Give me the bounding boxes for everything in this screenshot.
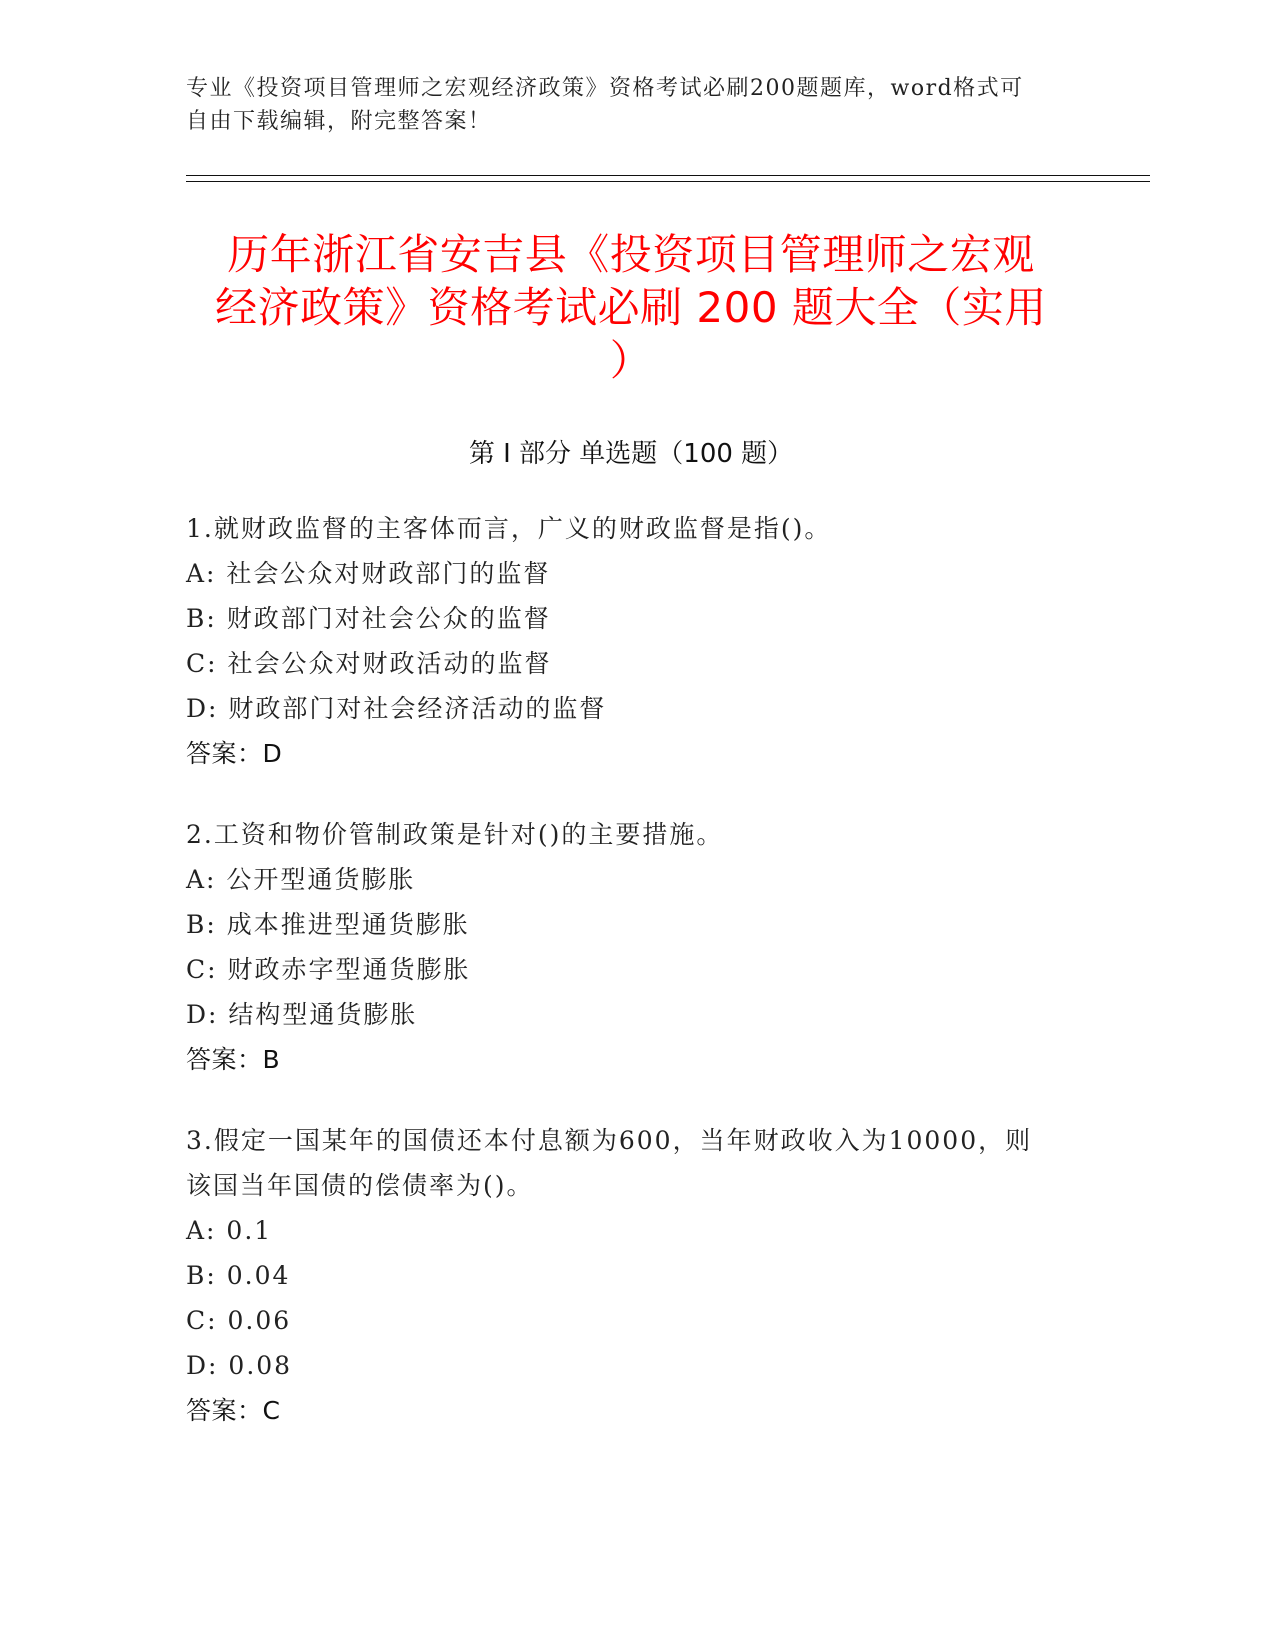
title-line: 经济政策》资格考试必刷 200 题大全（实用 — [215, 283, 1047, 332]
option-b: B: 财政部门对社会公众的监督 — [186, 604, 551, 633]
option-d: D: 财政部门对社会经济活动的监督 — [186, 694, 607, 723]
title-line: 历年浙江省安吉县《投资项目管理师之宏观 — [227, 230, 1035, 279]
question-block — [186, 506, 1086, 776]
option-c: C: 社会公众对财政活动的监督 — [186, 649, 552, 678]
header-note-line: 自由下载编辑，附完整答案！ — [186, 109, 492, 134]
option-a: A: 社会公众对财政部门的监督 — [186, 559, 551, 588]
option-c: C: 财政赤字型通货膨胀 — [186, 955, 471, 984]
question-block — [186, 1118, 1086, 1433]
option-b: B: 0.04 — [186, 1261, 291, 1290]
document-title — [186, 228, 1076, 387]
answer: 答案：B — [186, 1045, 281, 1074]
answer: 答案：C — [186, 1396, 281, 1425]
header-divider — [186, 175, 1150, 176]
option-a: A: 0.1 — [186, 1216, 273, 1245]
question-stem: 该国当年国债的偿债率为()。 — [186, 1171, 534, 1200]
option-d: D: 结构型通货膨胀 — [186, 1000, 418, 1029]
question-stem: 2.工资和物价管制政策是针对()的主要措施。 — [186, 820, 724, 849]
option-a: A: 公开型通货膨胀 — [186, 865, 416, 894]
section-heading: 第 I 部分 单选题（100 题） — [468, 439, 794, 469]
header-divider — [186, 181, 1150, 182]
title-line: ） — [609, 336, 653, 385]
header-note — [186, 72, 1086, 138]
question-block — [186, 812, 1086, 1082]
option-d: D: 0.08 — [186, 1351, 293, 1380]
header-note-line: 专业《投资项目管理师之宏观经济政策》资格考试必刷200题题库，word格式可 — [186, 76, 1024, 101]
question-stem: 1.就财政监督的主客体而言，广义的财政监督是指()。 — [186, 514, 832, 543]
option-c: C: 0.06 — [186, 1306, 292, 1335]
option-b: B: 成本推进型通货膨胀 — [186, 910, 470, 939]
question-stem: 3.假定一国某年的国债还本付息额为600，当年财政收入为10000，则 — [186, 1126, 1033, 1155]
answer: 答案：D — [186, 739, 283, 768]
